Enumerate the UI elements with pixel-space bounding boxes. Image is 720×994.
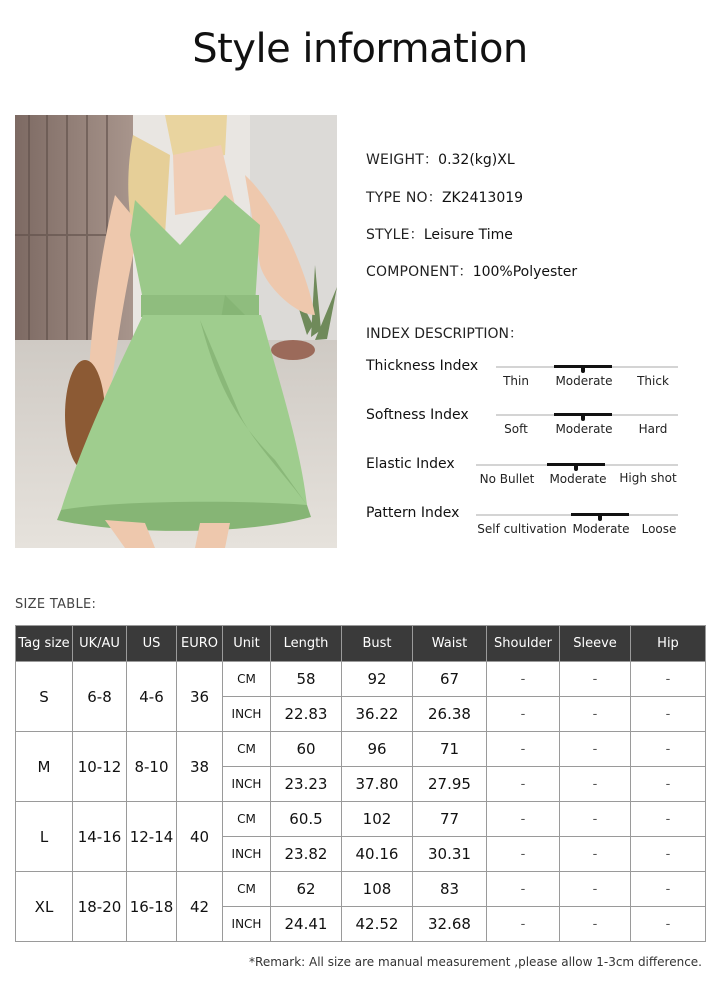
unit-cell: CM (223, 732, 271, 767)
thickness-option-thick: Thick (637, 374, 669, 388)
us-size-cell: 8-10 (127, 732, 177, 802)
sleeve-cell: - (560, 732, 631, 767)
euro-size-cell: 38 (177, 732, 223, 802)
shoulder-cell: - (487, 802, 560, 837)
uk-size-cell: 6-8 (73, 662, 127, 732)
elastic-option-no-bullet: No Bullet (479, 472, 535, 486)
unit-cell: INCH (223, 697, 271, 732)
hip-cell: - (631, 697, 706, 732)
sleeve-cell: - (560, 802, 631, 837)
length-cell: 23.82 (271, 837, 342, 872)
length-cell: 58 (271, 662, 342, 697)
bust-cell: 40.16 (342, 837, 413, 872)
length-cell: 60 (271, 732, 342, 767)
elastic-option-high-shot: High shot (619, 471, 677, 485)
thickness-option-moderate: Moderate (555, 374, 613, 388)
bust-cell: 37.80 (342, 767, 413, 802)
type-value: ZK2413019 (441, 190, 524, 206)
softness-option-soft: Soft (504, 422, 528, 436)
bust-cell: 36.22 (342, 697, 413, 732)
shoulder-cell: - (487, 767, 560, 802)
size-tag-cell: XL (16, 872, 73, 942)
hip-cell: - (631, 802, 706, 837)
sleeve-cell: - (560, 662, 631, 697)
hip-cell: - (631, 767, 706, 802)
style-label: STYLE： (366, 227, 424, 243)
col-header-shoulder: Shoulder (487, 626, 560, 662)
softness-option-hard: Hard (638, 422, 668, 436)
table-row (16, 802, 706, 837)
page-title: Style information (192, 26, 528, 72)
us-size-cell: 4-6 (127, 662, 177, 732)
softness-pointer (581, 415, 585, 421)
pattern-index-label: Pattern Index (366, 505, 460, 521)
col-header-uk-au: UK/AU (73, 626, 127, 662)
pattern-option-moderate: Moderate (572, 522, 630, 536)
weight-value: 0.32(kg)XL (438, 152, 515, 168)
index-description-heading: INDEX DESCRIPTION： (366, 326, 524, 342)
sleeve-cell: - (560, 767, 631, 802)
col-header-length: Length (271, 626, 342, 662)
thickness-option-thin: Thin (503, 374, 529, 388)
waist-cell: 83 (413, 872, 487, 907)
shoulder-cell: - (487, 697, 560, 732)
size-table-heading: SIZE TABLE: (15, 597, 97, 612)
softness-index-label: Softness Index (366, 407, 469, 423)
shoulder-cell: - (487, 872, 560, 907)
uk-size-cell: 10-12 (73, 732, 127, 802)
size-table-header-row (16, 626, 706, 662)
component-spec (366, 261, 577, 281)
unit-cell: INCH (223, 767, 271, 802)
waist-cell: 71 (413, 732, 487, 767)
uk-size-cell: 14-16 (73, 802, 127, 872)
pattern-pointer (598, 515, 602, 521)
waist-cell: 27.95 (413, 767, 487, 802)
col-header-sleeve: Sleeve (560, 626, 631, 662)
table-row (16, 732, 706, 767)
weight-spec (366, 149, 515, 169)
hip-cell: - (631, 662, 706, 697)
component-value: 100%Polyester (472, 264, 578, 280)
softness-option-moderate: Moderate (555, 422, 613, 436)
shoulder-cell: - (487, 837, 560, 872)
elastic-pointer (574, 465, 578, 471)
bust-cell: 102 (342, 802, 413, 837)
unit-cell: INCH (223, 907, 271, 942)
bust-cell: 96 (342, 732, 413, 767)
type-spec (366, 187, 523, 207)
thickness-pointer (581, 367, 585, 373)
waist-cell: 67 (413, 662, 487, 697)
us-size-cell: 16-18 (127, 872, 177, 942)
col-header-tag-size: Tag size (16, 626, 73, 662)
euro-size-cell: 42 (177, 872, 223, 942)
hip-cell: - (631, 872, 706, 907)
length-cell: 22.83 (271, 697, 342, 732)
waist-cell: 26.38 (413, 697, 487, 732)
uk-size-cell: 18-20 (73, 872, 127, 942)
length-cell: 24.41 (271, 907, 342, 942)
pattern-option-self-cultivation: Self cultivation (477, 522, 567, 536)
sleeve-cell: - (560, 872, 631, 907)
col-header-hip: Hip (631, 626, 706, 662)
hip-cell: - (631, 732, 706, 767)
size-table (15, 625, 706, 942)
unit-cell: CM (223, 872, 271, 907)
shoulder-cell: - (487, 732, 560, 767)
hip-cell: - (631, 907, 706, 942)
type-label: TYPE NO： (366, 190, 442, 206)
size-tag-cell: M (16, 732, 73, 802)
pattern-option-loose: Loose (641, 522, 677, 536)
table-row (16, 662, 706, 697)
col-header-unit: Unit (223, 626, 271, 662)
thickness-index-label: Thickness Index (366, 358, 479, 374)
col-header-waist: Waist (413, 626, 487, 662)
col-header-us: US (127, 626, 177, 662)
euro-size-cell: 36 (177, 662, 223, 732)
col-header-euro: EURO (177, 626, 223, 662)
size-tag-cell: L (16, 802, 73, 872)
waist-cell: 32.68 (413, 907, 487, 942)
bust-cell: 42.52 (342, 907, 413, 942)
waist-cell: 30.31 (413, 837, 487, 872)
bust-cell: 92 (342, 662, 413, 697)
waist-cell: 77 (413, 802, 487, 837)
table-row (16, 872, 706, 907)
length-cell: 60.5 (271, 802, 342, 837)
sleeve-cell: - (560, 837, 631, 872)
bust-cell: 108 (342, 872, 413, 907)
sleeve-cell: - (560, 907, 631, 942)
elastic-index-label: Elastic Index (366, 456, 455, 472)
hip-cell: - (631, 837, 706, 872)
sleeve-cell: - (560, 697, 631, 732)
product-photo (15, 115, 337, 548)
length-cell: 62 (271, 872, 342, 907)
unit-cell: CM (223, 802, 271, 837)
component-label: COMPONENT： (366, 264, 473, 280)
unit-cell: CM (223, 662, 271, 697)
weight-label: WEIGHT： (366, 152, 439, 168)
shoulder-cell: - (487, 662, 560, 697)
unit-cell: INCH (223, 837, 271, 872)
style-value: Leisure Time (423, 227, 513, 243)
us-size-cell: 12-14 (127, 802, 177, 872)
elastic-option-moderate: Moderate (549, 472, 607, 486)
col-header-bust: Bust (342, 626, 413, 662)
size-tag-cell: S (16, 662, 73, 732)
measurement-remark: *Remark: All size are manual measurement ,please allow 1-3cm difference. (249, 955, 702, 969)
shoulder-cell: - (487, 907, 560, 942)
style-spec (366, 224, 513, 244)
euro-size-cell: 40 (177, 802, 223, 872)
length-cell: 23.23 (271, 767, 342, 802)
